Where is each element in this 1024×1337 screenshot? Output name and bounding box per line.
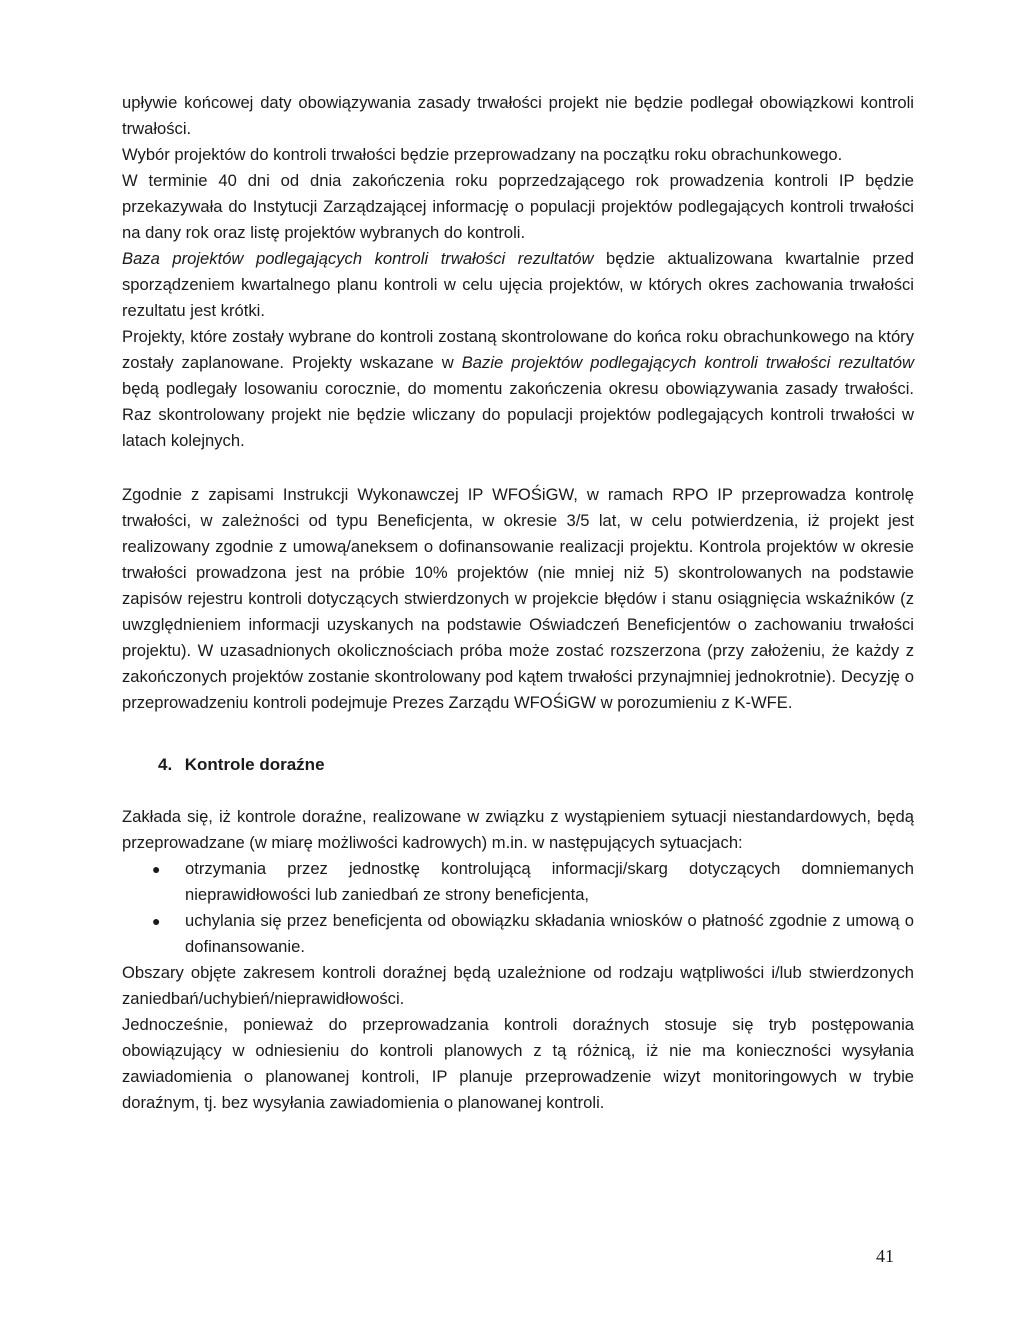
section-4-heading [122, 752, 914, 778]
list-item [122, 856, 914, 908]
intro-paragraph-5-text-a: Projekty, które zostały wybrane do kontroli zostaną skontrolowane do końca roku obrachunkowego na który zostały zaplanowane. Projekty wskazane w [122, 327, 914, 372]
bullet-icon: ● [152, 913, 161, 929]
intro-paragraph-4 [122, 246, 914, 324]
section-number: 4. [158, 755, 173, 774]
intro-paragraph-5 [122, 324, 914, 454]
wfos-paragraph: Zgodnie z zapisami Instrukcji Wykonawczej IP WFOŚiGW, w ramach RPO IP przeprowadza kontrolę trwałości, w zależności od typu Beneficjenta, w okresie 3/5 lat, w celu potwierdzenia, iż projekt jest realizowany zgodnie z umową/aneksem o dofinansowanie realizacji projektu. Kontrola projektów w okresie trwałości prowadzona jest na próbie 10% projektów (nie mniej niż 5) skontrolowanych na podstawie zapisów rejestru kontroli dotyczących stwierdzonych w projekcie błędów i stanu osiągnięcia wskaźników (z uwzględnieniem informacji uzyskanych na podstawie Oświadczeń Beneficjentów o zachowaniu trwałości projektu). W uzasadnionych okolicznościach próba może zostać rozszerzona (przy założeniu, że każdy z zakończonych projektów zostanie skontrolowany pod kątem trwałości przynajmniej jednokrotnie). Decyzję o przeprowadzeniu kontroli podejmuje Prezes Zarządu WFOŚiGW w porozumieniu z K-WFE. [122, 485, 914, 712]
database-name-italic: Baza projektów podlegających kontroli trwałości rezultatów [122, 249, 594, 268]
section-4-paragraph-1: Zakłada się, iż kontrole doraźne, realizowane w związku z wystąpieniem sytuacji niestandardowych, będą przeprowadzane (w miarę możliwości kadrowych) m.in. w następujących sytuacjach: [122, 807, 914, 852]
page-number: 41 [876, 1246, 894, 1266]
intro-paragraph-1: upływie końcowej daty obowiązywania zasady trwałości projekt nie będzie podlegał obowiązkowi kontroli trwałości. [122, 93, 914, 138]
situations-list [122, 856, 914, 960]
intro-paragraph-3: W terminie 40 dni od dnia zakończenia roku poprzedzającego rok prowadzenia kontroli IP będzie przekazywała do Instytucji Zarządzającej informację o populacji projektów podlegających kontroli trwałości na dany rok oraz listę projektów wybranych do kontroli. [122, 171, 914, 242]
section-title: Kontrole doraźne [184, 755, 325, 774]
intro-paragraph-4-text: będzie aktualizowana kwartalnie przed sporządzeniem kwartalnego planu kontroli w celu ujęcia projektów, w których okres zachowania trwałości rezultatu jest krótki. [122, 249, 914, 320]
intro-paragraph-5-text-b: będą podlegały losowaniu corocznie, do momentu zakończenia okresu obowiązywania zasady trwałości. Raz skontrolowany projekt nie będzie wliczany do populacji projektów podlegających kontroli trwałości w latach kolejnych. [122, 379, 914, 450]
list-item-text: otrzymania przez jednostkę kontrolującą informacji/skarg dotyczących domniemanych nieprawidłowości lub zaniedbań ze strony beneficjenta, [185, 859, 914, 904]
list-item-text: uchylania się przez beneficjenta od obowiązku składania wniosków o płatność zgodnie z umową o dofinansowanie. [185, 911, 914, 956]
section-4-paragraph-3: Jednocześnie, ponieważ do przeprowadzania kontroli doraźnych stosuje się tryb postępowania obowiązujący w odniesieniu do kontroli planowych z tą różnicą, iż nie ma konieczności wysyłania zawiadomienia o planowanej kontroli, IP planuje przeprowadzenie wizyt monitoringowych w trybie doraźnym, tj. bez wysyłania zawiadomienia o planowanej kontroli. [122, 1015, 914, 1112]
list-item [122, 908, 914, 960]
section-4-paragraph-2: Obszary objęte zakresem kontroli doraźnej będą uzależnione od rodzaju wątpliwości i/lub stwierdzonych zaniedbań/uchybień/nieprawidłowości. [122, 963, 914, 1008]
intro-paragraph-2: Wybór projektów do kontroli trwałości będzie przeprowadzany na początku roku obrachunkowego. [122, 145, 843, 164]
database-name-italic-2: Bazie projektów podlegających kontroli trwałości rezultatów [461, 353, 914, 372]
document-page [122, 90, 914, 1116]
bullet-icon: ● [152, 861, 161, 877]
